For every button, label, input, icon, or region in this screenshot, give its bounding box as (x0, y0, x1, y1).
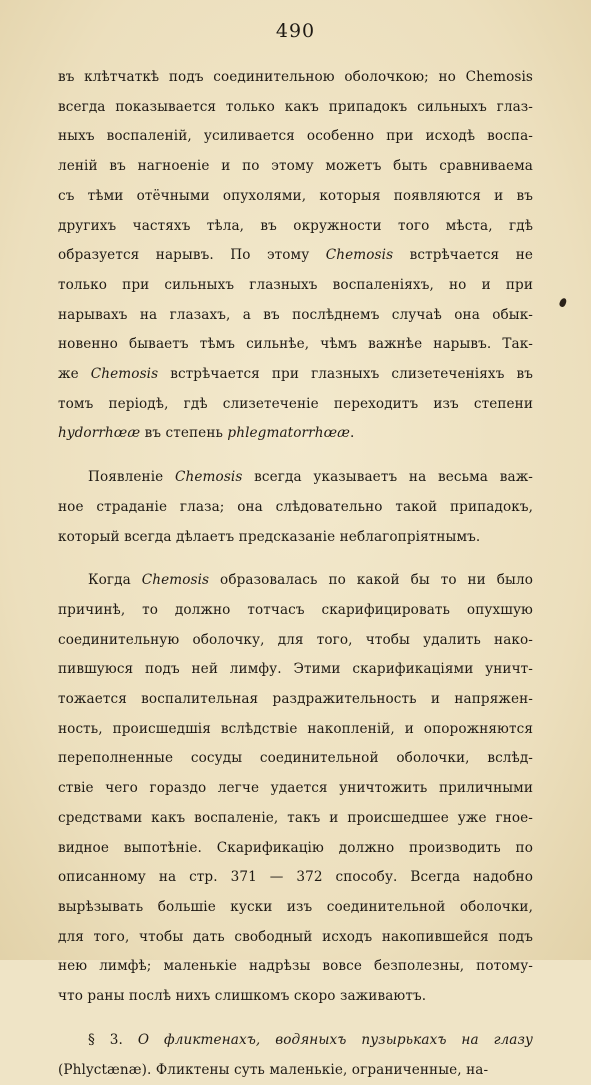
text-run: переполненные сосуды соединительной оболочки, вслѣд- (58, 750, 533, 766)
text-line (58, 63, 533, 93)
text-run: же (58, 366, 91, 382)
text-run: нею лимфѣ; маленькіе надрѣзы вовсе безполезны, потому- (58, 958, 533, 974)
text-run: который всегда дѣлаетъ предсказаніе неблагопріятнымъ. (58, 529, 480, 545)
text-line (58, 301, 533, 331)
text-run: Когда (88, 572, 142, 588)
text-line (58, 566, 533, 596)
page-number: 490 (58, 22, 533, 41)
text-line (58, 834, 533, 864)
text-run: встрѣчается при глазныхъ слизетеченіяхъ въ (158, 366, 533, 382)
italic-term: Chemosis (91, 366, 158, 382)
text-run: для того, чтобы дать свободный исходъ накопившейся подъ (58, 929, 533, 945)
paragraph (58, 63, 533, 449)
text-run: томъ періодѣ, гдѣ слизетеченіе переходитъ изъ степени (58, 396, 533, 412)
text-line (58, 523, 533, 553)
paragraph (58, 566, 533, 1012)
text-run: ное страданіе глаза; она слѣдовательно такой припадокъ, (58, 499, 533, 515)
text-run: въ клѣтчаткѣ подъ соединительною оболочкою; но Chemosis (58, 69, 533, 85)
text-run: тожается воспалительная раздражительность и напряжен- (58, 691, 533, 707)
text-run: образуется нарывъ. По этому (58, 247, 326, 263)
italic-term: О фликтенахъ, водяныхъ пузырькахъ на глазу (138, 1032, 533, 1048)
text-run: Появленіе (88, 469, 175, 485)
text-body (58, 63, 533, 1085)
text-run: ныхъ воспаленій, усиливается особенно при исходѣ воспа- (58, 128, 533, 144)
text-line (58, 390, 533, 420)
text-line (58, 241, 533, 271)
text-line (58, 655, 533, 685)
text-line (58, 212, 533, 242)
text-line (58, 93, 533, 123)
text-line (58, 271, 533, 301)
text-run: встрѣчается не (393, 247, 533, 263)
text-line (58, 596, 533, 626)
text-run: видное выпотѣніе. Скарификацію должно производить по (58, 840, 533, 856)
text-run: ность, происшедшія вслѣдствіе накопленій, и опорожняются (58, 721, 533, 737)
text-line (58, 774, 533, 804)
text-run: описанному на стр. 371 — 372 способу. Всегда надобно (58, 869, 533, 885)
text-run: всегда показывается только какъ припадокъ сильныхъ глаз- (58, 99, 533, 115)
text-line (58, 1056, 533, 1085)
text-line (58, 360, 533, 390)
text-run: ствіе чего гораздо легче удается уничтожить приличными (58, 780, 533, 796)
text-line (58, 122, 533, 152)
text-line (58, 463, 533, 493)
text-line (58, 923, 533, 953)
italic-term: Chemosis (326, 247, 393, 263)
text-run: образовалась по какой бы то ни было (209, 572, 533, 588)
text-run: въ степень (140, 425, 227, 441)
text-line (58, 330, 533, 360)
text-run: средствами какъ воспаленіе, такъ и происшедшее уже гное- (58, 810, 533, 826)
italic-term: hydorrhœæ (58, 425, 140, 441)
text-run: вырѣзывать большіе куски изъ соединительной оболочки, (58, 899, 533, 915)
paragraph (58, 463, 533, 552)
text-line (58, 982, 533, 1012)
ink-blot (558, 297, 567, 308)
text-run: причинѣ, то должно тотчасъ скарифицировать опухшую (58, 602, 533, 618)
italic-term: Chemosis (175, 469, 242, 485)
text-run: новенно бываетъ тѣмъ сильнѣе, чѣмъ важнѣе нарывъ. Так- (58, 336, 533, 352)
italic-term: Chemosis (142, 572, 209, 588)
text-line (58, 715, 533, 745)
text-run: съ тѣми отёчными опухолями, которыя появляются и въ (58, 188, 533, 204)
text-line (58, 626, 533, 656)
text-line (58, 419, 533, 449)
text-line (58, 893, 533, 923)
text-run: . (350, 425, 354, 441)
text-line (58, 1026, 533, 1056)
text-run: соединительную оболочку, для того, чтобы удалить нако- (58, 632, 533, 648)
text-line (58, 863, 533, 893)
text-line (58, 952, 533, 982)
text-line (58, 804, 533, 834)
text-run: нарывахъ на глазахъ, а въ послѣднемъ случаѣ она обык- (58, 307, 533, 323)
text-run: только при сильныхъ глазныхъ воспаленіяхъ, но и при (58, 277, 533, 293)
italic-term: phlegmatorrhœæ (227, 425, 350, 441)
text-run: леній въ нагноеніе и по этому можетъ быть сравниваема (58, 158, 533, 174)
text-run: пившуюся подъ ней лимфу. Этими скарификаціями уничт- (58, 661, 533, 677)
text-run: что раны послѣ нихъ слишкомъ скоро заживаютъ. (58, 988, 426, 1004)
text-run: всегда указываетъ на весьма важ- (242, 469, 533, 485)
text-line (58, 152, 533, 182)
text-line (58, 685, 533, 715)
text-run: § 3. (88, 1032, 138, 1048)
text-line (58, 182, 533, 212)
text-run: (Phlyctænæ). Фликтены суть маленькіе, ограниченные, на- (58, 1062, 488, 1078)
text-line (58, 744, 533, 774)
text-line (58, 493, 533, 523)
text-run: другихъ частяхъ тѣла, въ окружности того мѣста, гдѣ (58, 218, 533, 234)
paragraph (58, 1026, 533, 1085)
